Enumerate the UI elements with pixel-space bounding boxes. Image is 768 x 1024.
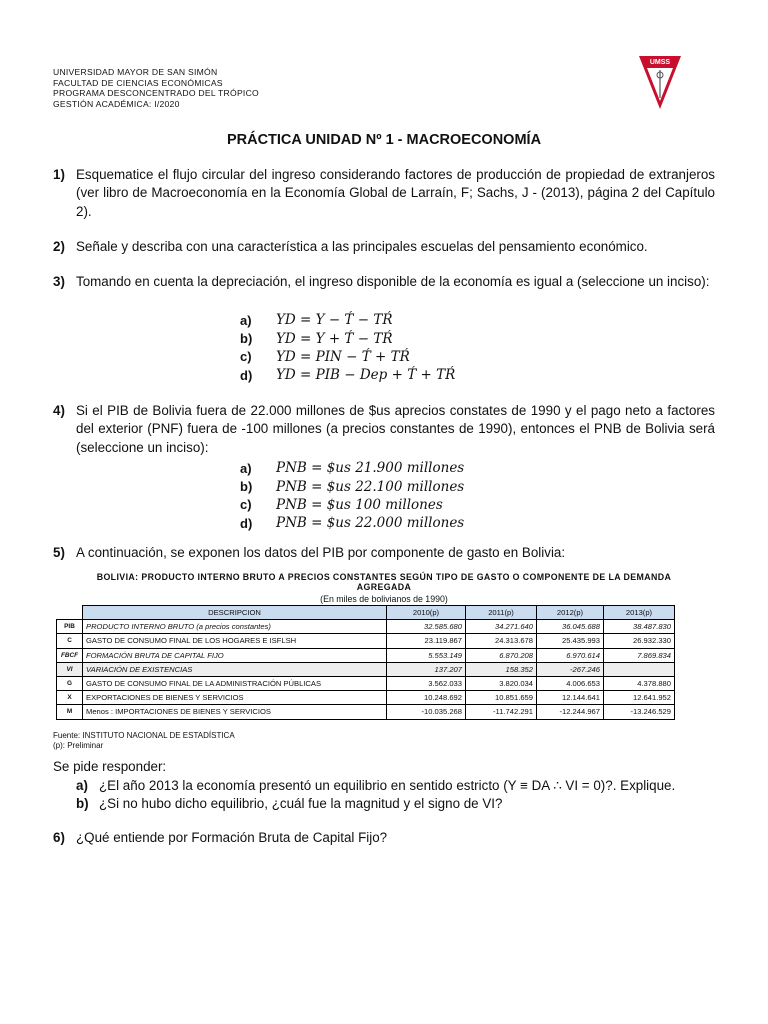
- question-text: Si el PIB de Bolivia fuera de 22.000 millones de $us aprecios constates de 1990 y el pago neto a factores del exterior (PNF) fuera de -100 millones (a precios constantes de 1990), entonces el PNB de Bolivia será (seleccione un inciso):: [76, 403, 715, 455]
- formula: YD = Y + T́ − TŔ: [276, 330, 393, 347]
- option-a[interactable]: a) PNB = $us 21.900 millones: [240, 460, 465, 477]
- question-text: Esquematice el flujo circular del ingreso considerando factores de producción de propiedad de extranjeros (ver libro de Macroeconomía en la Economía Global de Larraín, F; Sachs, J - (2013), página 2 del Capítulo 2).: [76, 167, 715, 219]
- row-description: FORMACIÓN BRUTA DE CAPITAL FIJO: [83, 648, 387, 662]
- option-a[interactable]: a) YD = Y − T́ − TŔ: [240, 312, 393, 329]
- question-text: A continuación, se exponen los datos del PIB por componente de gasto en Bolivia:: [76, 545, 566, 560]
- row-description: PRODUCTO INTERNO BRUTO (a precios constantes): [83, 620, 387, 634]
- column-header: DESCRIPCION: [83, 606, 387, 620]
- formula: YD = PIN − T́ + TŔ: [276, 348, 410, 365]
- column-header: 2012(p): [537, 606, 604, 620]
- question-5: [53, 544, 715, 562]
- institution-header: [53, 67, 259, 109]
- question-6: [53, 829, 715, 847]
- option-c[interactable]: c) YD = PIN − T́ + TŔ: [240, 348, 410, 365]
- question-4-options: [240, 459, 464, 533]
- question-1: [53, 166, 715, 221]
- table-row: M Menos : IMPORTACIONES DE BIENES Y SERVICIOS -10.035.268 -11.742.291 -12.244.967 -13.246.529: [57, 705, 675, 719]
- table-row: G GASTO DE CONSUMO FINAL DE LA ADMINISTRACIÓN PÚBLICAS 3.562.033 3.820.034 4.006.653 4.378.880: [57, 676, 675, 690]
- question-3: [53, 273, 715, 291]
- question-3-options: [240, 311, 455, 385]
- header-program: PROGRAMA DESCONCENTRADO DEL TRÓPICO: [53, 88, 259, 99]
- option-b[interactable]: b) YD = Y + T́ − TŔ: [240, 330, 393, 347]
- formula: PNB = $us 21.900 millones: [276, 460, 465, 477]
- question-4: [53, 402, 715, 457]
- question-number: 1): [53, 167, 65, 182]
- column-header: 2013(p): [604, 606, 675, 620]
- formula: PNB = $us 100 millones: [276, 496, 443, 513]
- question-number: 2): [53, 239, 65, 254]
- gdp-table: [56, 605, 675, 720]
- table-row: FBCF FORMACIÓN BRUTA DE CAPITAL FIJO 5.553.149 6.870.208 6.970.614 7.869.834: [57, 648, 675, 662]
- question-text: Señale y describa con una característica a las principales escuelas del pensamiento económico.: [76, 239, 648, 254]
- header-gestion: GESTIÓN ACADÉMICA: I/2020: [53, 98, 180, 109]
- question-number: 4): [53, 403, 65, 418]
- header-faculty: FACULTAD DE CIENCIAS ECONÓMICAS: [53, 77, 223, 88]
- table-source: Fuente: INSTITUTO NACIONAL DE ESTADÍSTICA: [53, 731, 235, 740]
- sub-question-text: ¿El año 2013 la economía presentó un equilibrio en sentido estricto (Y ≡ DA ∴ VI = 0)?. Explique.: [99, 778, 676, 793]
- header-university: UNIVERSIDAD MAYOR DE SAN SIMÓN: [53, 67, 218, 77]
- table-note: (p): Preliminar: [53, 741, 104, 750]
- column-header: 2010(p): [387, 606, 466, 620]
- logo-text: UMSS: [649, 59, 671, 66]
- table-title: BOLIVIA: PRODUCTO INTERNO BRUTO A PRECIOS CONSTANTES SEGÚN TIPO DE GASTO O COMPONENTE DE LA DEMANDA AGREGADA: [96, 572, 672, 593]
- sub-question-a: a) ¿El año 2013 la economía presentó un equilibrio en sentido estricto (Y ≡ DA ∴ VI = 0)?. Explique.: [76, 778, 676, 793]
- table-row: PIB PRODUCTO INTERNO BRUTO (a precios constantes) 32.585.680 34.271.640 36.045.688 38.487.830: [57, 620, 675, 634]
- formula: YD = PIB − Dep + T́ + TŔ: [276, 367, 456, 384]
- question-number: 6): [53, 830, 65, 845]
- formula: PNB = $us 22.000 millones: [276, 515, 465, 532]
- row-description: Menos : IMPORTACIONES DE BIENES Y SERVICIOS: [83, 705, 387, 719]
- sub-question-text: ¿Si no hubo dicho equilibrio, ¿cuál fue la magnitud y el signo de VI?: [99, 796, 503, 811]
- question-number: 3): [53, 274, 65, 289]
- option-d[interactable]: d) PNB = $us 22.000 millones: [240, 515, 465, 532]
- question-text: ¿Qué entiende por Formación Bruta de Capital Fijo?: [76, 830, 388, 845]
- table-row: C GASTO DE CONSUMO FINAL DE LOS HOGARES E ISFLSH 23.119.867 24.313.678 25.435.993 26.932.330: [57, 634, 675, 648]
- umss-logo: [638, 54, 682, 110]
- row-description: VARIACIÓN DE EXISTENCIAS: [83, 662, 387, 676]
- formula: PNB = $us 22.100 millones: [276, 478, 465, 495]
- row-description: GASTO DE CONSUMO FINAL DE LA ADMINISTRACIÓN PÚBLICAS: [83, 676, 387, 690]
- column-header: 2011(p): [466, 606, 537, 620]
- row-description: GASTO DE CONSUMO FINAL DE LOS HOGARES E ISFLSH: [83, 634, 387, 648]
- page-title: PRÁCTICA UNIDAD Nº 1 - MACROECONOMÍA: [226, 132, 542, 148]
- table-subtitle: (En miles de bolivianos de 1990): [320, 594, 448, 604]
- table-row: VI VARIACIÓN DE EXISTENCIAS 137.207 158.352 -267.246: [57, 662, 675, 676]
- table-row: X EXPORTACIONES DE BIENES Y SERVICIOS 10.248.692 10.851.659 12.144.641 12.641.952: [57, 691, 675, 705]
- question-2: [53, 238, 715, 256]
- formula: YD = Y − T́ − TŔ: [276, 312, 393, 329]
- table-header-row: [57, 606, 675, 620]
- option-c[interactable]: c) PNB = $us 100 millones: [240, 496, 443, 513]
- option-d[interactable]: d) YD = PIB − Dep + T́ + TŔ: [240, 367, 456, 384]
- option-b[interactable]: b) PNB = $us 22.100 millones: [240, 478, 465, 495]
- sub-question-b: b) ¿Si no hubo dicho equilibrio, ¿cuál fue la magnitud y el signo de VI?: [76, 796, 503, 811]
- question-text: Tomando en cuenta la depreciación, el ingreso disponible de la economía es igual a (seleccione un inciso):: [76, 274, 710, 289]
- row-description: EXPORTACIONES DE BIENES Y SERVICIOS: [83, 691, 387, 705]
- respond-intro: Se pide responder:: [53, 759, 167, 774]
- question-number: 5): [53, 545, 65, 560]
